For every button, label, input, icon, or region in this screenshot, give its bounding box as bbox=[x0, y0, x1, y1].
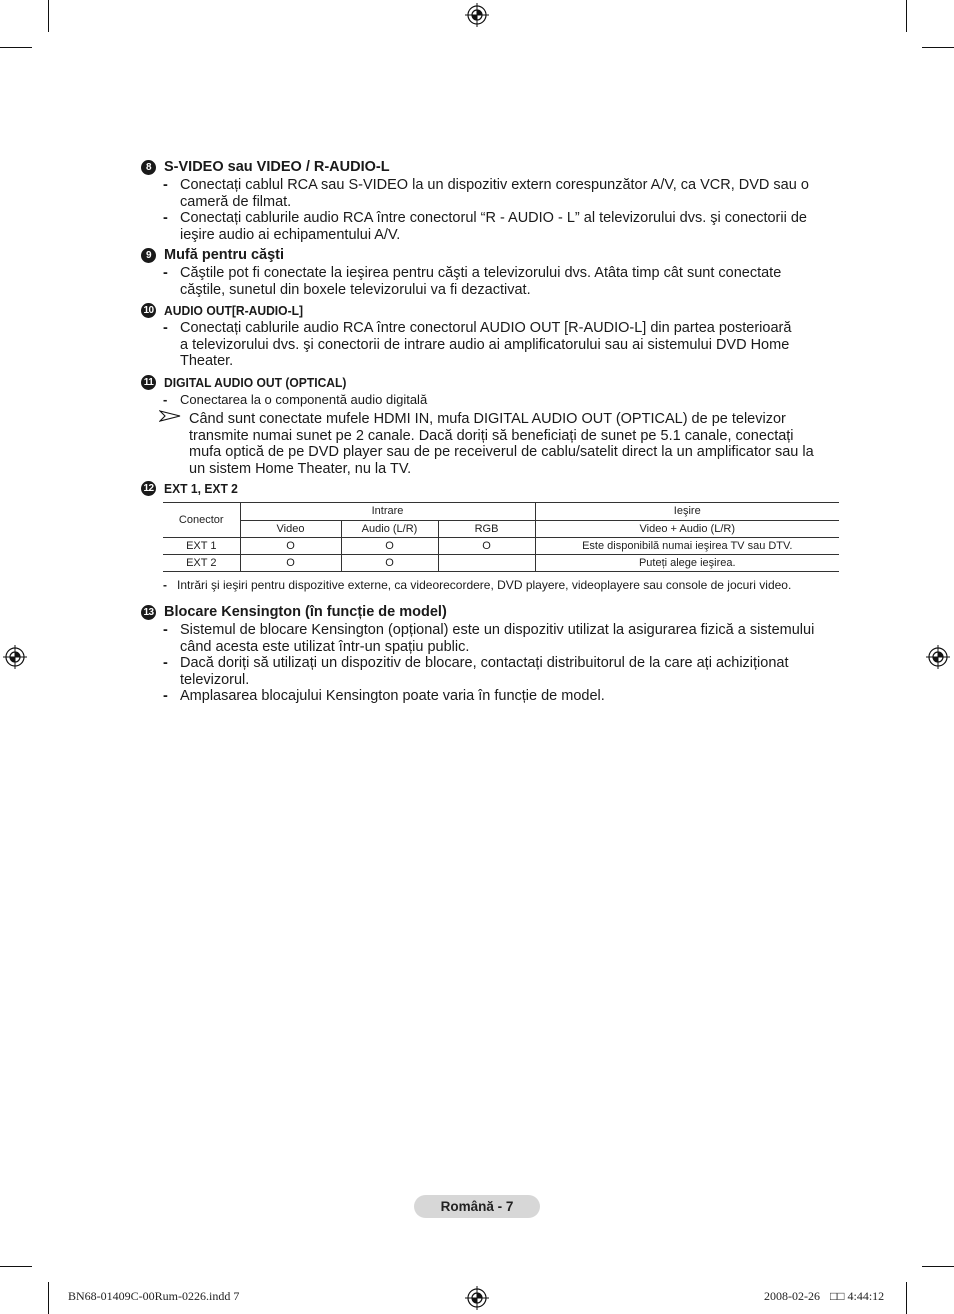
crop-mark bbox=[48, 0, 49, 32]
table-footnote: - Intrări şi ieşiri pentru dispozitive externe, ca videorecordere, DVD playere, videoplayere sau console de jocuri video. bbox=[163, 578, 792, 592]
crop-mark bbox=[922, 47, 954, 48]
crosshair-target-icon bbox=[465, 1286, 489, 1310]
section-header bbox=[141, 374, 841, 392]
section-title: AUDIO OUT[R-AUDIO-L] bbox=[164, 303, 304, 318]
table-cell: O bbox=[438, 538, 535, 555]
crosshair-target-icon bbox=[926, 645, 950, 669]
section-header bbox=[141, 247, 841, 265]
table-row bbox=[163, 555, 839, 572]
list-item: - Dacă doriți să utilizați un dispozitiv de blocare, contactați distribuitorul de la care ați achiziționat televizorul. bbox=[163, 655, 789, 688]
table-header-cell: Audio (L/R) bbox=[341, 520, 438, 538]
crop-mark bbox=[906, 0, 907, 32]
crop-mark bbox=[0, 1266, 32, 1267]
table-cell: EXT 1 bbox=[163, 538, 240, 555]
table-header-cell: Ieşire bbox=[535, 503, 839, 521]
section-number-badge: 13 bbox=[141, 605, 156, 620]
note-block: Când sunt conectate mufele HDMI IN, mufa DIGITAL AUDIO OUT (OPTICAL) de pe televizor transmite numai sunet pe 2 canale. Dacă doriți să beneficiați de sunet pe 5.1 canale, conectați mufa optică de pe DVD player sau de pe receiverul de cablu/satelit direct la un amplificator sau la un sistem Home Theater, nu la TV. bbox=[141, 411, 841, 477]
table-cell: O bbox=[341, 538, 438, 555]
table-header-row bbox=[163, 503, 839, 521]
table-row bbox=[163, 538, 839, 555]
section-digital-audio-out bbox=[141, 372, 841, 477]
list-item: - Sistemul de blocare Kensington (opțional) este un dispozitiv utilizat la asigurarea fizică a sistemului când acesta este utilizat într-un spațiu public. bbox=[163, 622, 815, 655]
list-item: - Amplasarea blocajului Kensington poate varia în funcție de model. bbox=[163, 688, 605, 704]
section-kensington bbox=[141, 602, 841, 705]
crosshair-target-icon bbox=[465, 3, 489, 27]
crosshair-target-icon bbox=[3, 645, 27, 669]
list-item: - Conectați cablul RCA sau S-VIDEO la un dispozitiv extern corespunzător A/V, ca VCR, DVD sau o cameră de filmat. bbox=[163, 177, 809, 210]
section-s-video bbox=[141, 157, 841, 243]
section-title: DIGITAL AUDIO OUT (OPTICAL) bbox=[164, 375, 347, 390]
crop-mark bbox=[906, 1282, 907, 1314]
table-header-cell: Conector bbox=[163, 503, 240, 538]
print-time: □□ 4:44:12 bbox=[830, 1289, 885, 1303]
table-header-cell: RGB bbox=[438, 520, 535, 538]
table-cell: Este disponibilă numai ieşirea TV sau DTV. bbox=[535, 538, 839, 555]
table-header-cell: Video bbox=[240, 520, 341, 538]
section-header bbox=[141, 302, 841, 320]
list-item: - Conectați cablurile audio RCA între conectorul “R - AUDIO - L” al televizorului dvs. şi conectorii de ieşire audio ai echipamentului A/V. bbox=[163, 210, 807, 243]
table-cell: EXT 2 bbox=[163, 555, 240, 572]
table-subheader-row bbox=[163, 520, 839, 538]
section-number-badge: 11 bbox=[141, 375, 156, 390]
list-item: - Conectarea la o componentă audio digitală bbox=[163, 392, 428, 407]
page-number-badge: Română - 7 bbox=[414, 1195, 540, 1218]
crop-mark bbox=[922, 1266, 954, 1267]
arrow-right-icon bbox=[159, 410, 181, 427]
print-date: 2008-02-26 bbox=[764, 1289, 820, 1303]
table-cell: O bbox=[341, 555, 438, 572]
section-header bbox=[141, 604, 841, 622]
list-item: - Căştile pot fi conectate la ieşirea pentru căşti a televizorului dvs. Atâta timp cât sunt conectate căştile, sunetul din boxele televizorului va fi dezactivat. bbox=[163, 265, 782, 298]
section-ext bbox=[141, 478, 841, 498]
section-header bbox=[141, 159, 841, 177]
section-header bbox=[141, 480, 841, 498]
section-number-badge: 10 bbox=[141, 303, 156, 318]
list-item: - Conectați cablurile audio RCA între conectorul AUDIO OUT [R-AUDIO-L] din partea posterioară a televizorului dvs. şi conectorii de intrare audio ai amplificatorului sau ai sistemului DVD Home Theater. bbox=[163, 320, 792, 369]
section-headphones bbox=[141, 245, 841, 298]
section-audio-out bbox=[141, 300, 841, 370]
table-header-cell: Intrare bbox=[240, 503, 535, 521]
table-cell: O bbox=[240, 555, 341, 572]
table-cell bbox=[438, 555, 535, 572]
table-cell: Puteți alege ieşirea. bbox=[535, 555, 839, 572]
section-title: EXT 1, EXT 2 bbox=[164, 481, 238, 496]
section-title: Blocare Kensington (în funcție de model) bbox=[164, 604, 447, 620]
table-header-cell: Video + Audio (L/R) bbox=[535, 520, 839, 538]
crop-mark bbox=[48, 1282, 49, 1314]
section-title: S-VIDEO sau VIDEO / R-AUDIO-L bbox=[164, 159, 390, 175]
ext-connector-table bbox=[163, 502, 839, 572]
section-number-badge: 8 bbox=[141, 160, 156, 175]
section-number-badge: 9 bbox=[141, 248, 156, 263]
table-cell: O bbox=[240, 538, 341, 555]
file-name-slug: BN68-01409C-00Rum-0226.indd 7 bbox=[68, 1289, 240, 1303]
crop-mark bbox=[0, 47, 32, 48]
section-title: Mufă pentru căşti bbox=[164, 247, 285, 263]
section-number-badge: 12 bbox=[141, 481, 156, 496]
